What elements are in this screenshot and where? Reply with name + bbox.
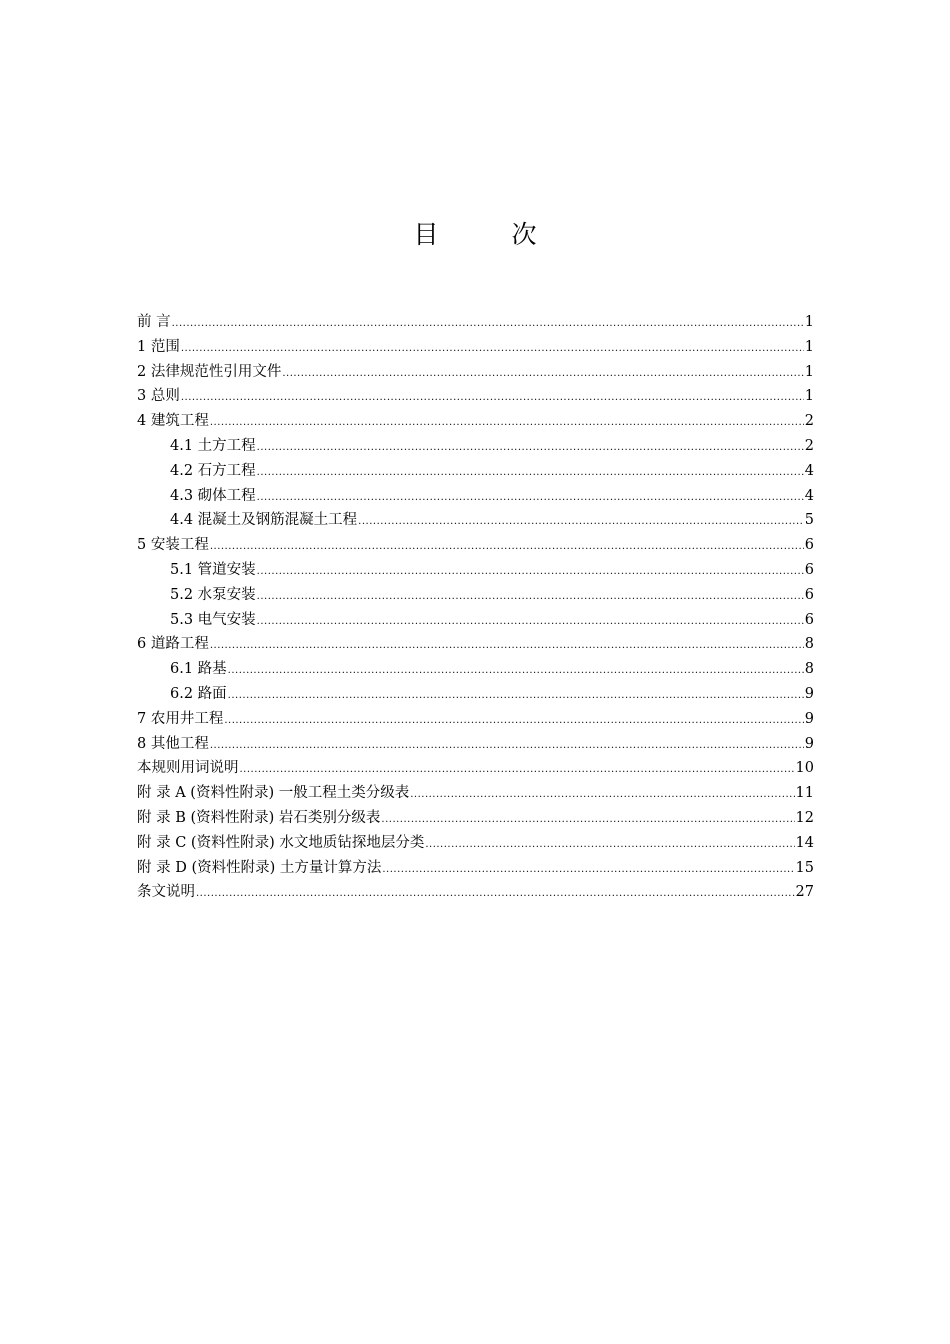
dot-leader	[381, 808, 794, 833]
toc-subentry[interactable]	[137, 459, 814, 484]
toc-entry-page: 15	[795, 859, 814, 876]
dot-leader	[181, 337, 804, 362]
toc-entry-label: 5.2 水泵安装	[170, 586, 256, 603]
toc-entry-label: 附 录 B (资料性附录) 岩石类别分级表	[137, 809, 381, 826]
toc-entry-page: 4	[804, 462, 814, 479]
dot-leader	[358, 510, 804, 535]
toc-entry-page: 5	[804, 512, 814, 529]
dot-leader	[257, 486, 804, 511]
toc-entry-label: 5.1 管道安装	[170, 561, 256, 578]
toc-entry-page: 6	[804, 537, 814, 554]
toc-subentry[interactable]	[137, 434, 814, 459]
toc-entry-page: 2	[804, 413, 814, 430]
dot-leader	[210, 411, 804, 436]
toc-entry-label: 条文说明	[137, 884, 195, 901]
dot-leader	[382, 858, 794, 883]
dot-leader	[282, 362, 803, 387]
toc-entry[interactable]	[137, 409, 814, 434]
toc-entry-label: 2 法律规范性引用文件	[137, 363, 282, 380]
toc-entry-label: 4.2 石方工程	[170, 462, 256, 479]
toc-entry-page: 1	[804, 314, 814, 330]
toc-subentry[interactable]	[137, 558, 814, 583]
toc-entry[interactable]	[137, 310, 814, 335]
toc-subentry[interactable]	[137, 484, 814, 509]
dot-leader	[210, 634, 804, 659]
dot-leader	[228, 684, 804, 709]
toc-entry[interactable]	[137, 360, 814, 385]
toc-subentry[interactable]	[137, 508, 814, 533]
toc-entry[interactable]	[137, 335, 814, 360]
toc-entry-page: 8	[804, 661, 814, 678]
toc-entry-page: 1	[804, 338, 814, 355]
toc-entry-label: 1 范围	[137, 338, 180, 355]
toc-entry-page: 1	[804, 388, 814, 405]
toc-entry-label: 4.1 土方工程	[170, 437, 256, 454]
toc-entry-page: 8	[804, 636, 814, 653]
toc-entry-page: 10	[795, 760, 814, 777]
toc-entry-label: 附 录 A (资料性附录) 一般工程土类分级表	[137, 785, 410, 802]
toc-entry-page: 6	[804, 561, 814, 578]
dot-leader	[257, 560, 804, 585]
toc-entry-label: 前 言	[137, 314, 171, 330]
toc-entry-label: 附 录 C (资料性附录) 水文地质钻探地层分类	[137, 834, 425, 851]
page-title: 目 次	[413, 220, 561, 249]
toc-entry-label: 6.1 路基	[170, 661, 227, 678]
toc-entry[interactable]	[137, 732, 814, 757]
dot-leader	[196, 882, 795, 907]
toc-entry-page: 2	[804, 437, 814, 454]
dot-leader	[257, 461, 804, 486]
toc-subentry[interactable]	[137, 657, 814, 682]
toc-entry-label: 4.3 砌体工程	[170, 487, 256, 504]
dot-leader	[172, 312, 804, 337]
toc-entry[interactable]	[137, 781, 814, 806]
toc-subentry[interactable]	[137, 682, 814, 707]
toc-entry[interactable]	[137, 707, 814, 732]
dot-leader	[228, 659, 804, 684]
toc-entry-label: 本规则用词说明	[137, 760, 239, 777]
toc-entry-page: 9	[804, 735, 814, 752]
dot-leader	[257, 610, 804, 635]
toc-entry-label: 7 农用井工程	[137, 710, 224, 727]
toc-entry[interactable]	[137, 632, 814, 657]
toc-entry-page: 9	[804, 685, 814, 702]
dot-leader	[210, 734, 804, 759]
dot-leader	[210, 535, 804, 560]
toc-entry-page: 4	[804, 487, 814, 504]
toc-entry[interactable]	[137, 806, 814, 831]
toc-entry-page: 6	[804, 586, 814, 603]
toc-entry[interactable]	[137, 831, 814, 856]
toc-entry-label: 4.4 混凝土及钢筋混凝土工程	[170, 512, 358, 529]
dot-leader	[425, 833, 794, 858]
toc-entry[interactable]	[137, 533, 814, 558]
toc-entry-label: 5 安装工程	[137, 537, 209, 554]
dot-leader	[181, 386, 804, 411]
toc-entry-label: 3 总则	[137, 388, 180, 405]
toc-entry-page: 9	[804, 710, 814, 727]
toc-entry-page: 27	[795, 884, 814, 901]
toc-subentry[interactable]	[137, 608, 814, 633]
toc-entry-page: 1	[804, 363, 814, 380]
toc-entry[interactable]	[137, 880, 814, 905]
table-of-contents	[137, 310, 814, 905]
toc-entry-page: 6	[804, 611, 814, 628]
toc-entry-label: 5.3 电气安装	[170, 611, 256, 628]
toc-entry-label: 附 录 D (资料性附录) 土方量计算方法	[137, 859, 382, 876]
toc-entry[interactable]	[137, 384, 814, 409]
toc-entry-page: 11	[795, 785, 814, 802]
dot-leader	[240, 758, 795, 783]
toc-entry-label: 6 道路工程	[137, 636, 209, 653]
dot-leader	[224, 709, 803, 734]
toc-entry-label: 6.2 路面	[170, 685, 227, 702]
dot-leader	[410, 783, 794, 808]
toc-entry[interactable]	[137, 856, 814, 881]
dot-leader	[257, 436, 804, 461]
toc-subentry[interactable]	[137, 583, 814, 608]
toc-entry-page: 12	[795, 809, 814, 826]
toc-entry[interactable]	[137, 756, 814, 781]
toc-entry-label: 4 建筑工程	[137, 413, 209, 430]
dot-leader	[257, 585, 804, 610]
toc-entry-page: 14	[795, 834, 814, 851]
toc-entry-label: 8 其他工程	[137, 735, 209, 752]
